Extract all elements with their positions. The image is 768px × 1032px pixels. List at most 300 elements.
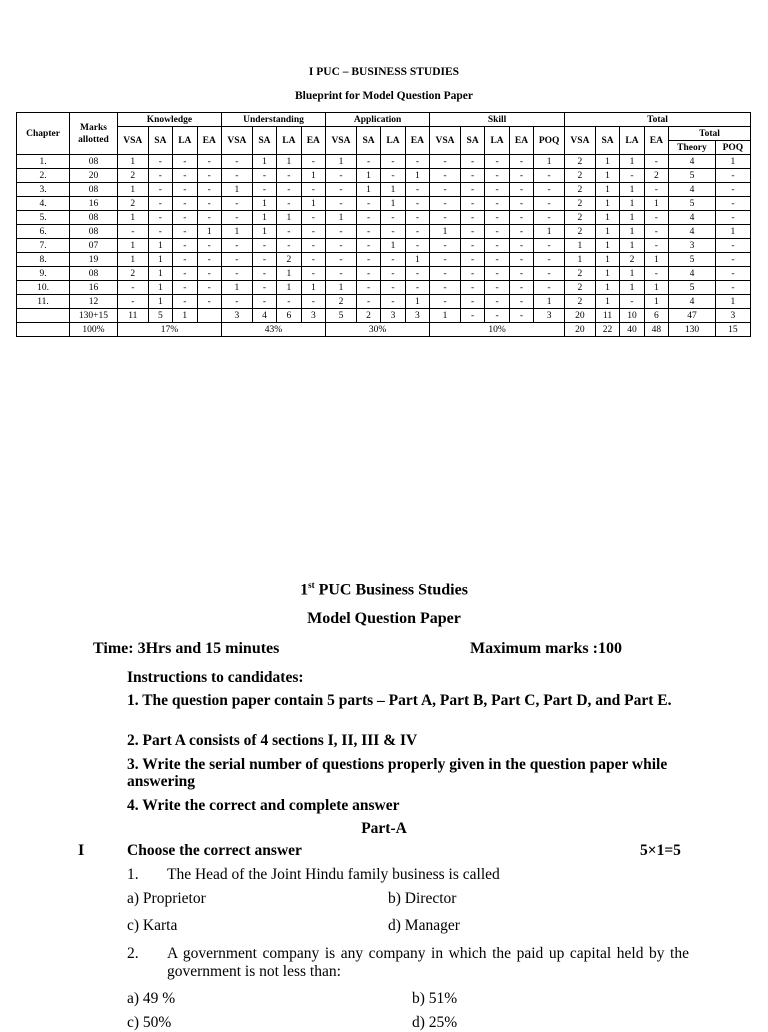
table-cell: 4.: [17, 197, 70, 211]
table-cell: -: [430, 267, 461, 281]
table-cell: -: [221, 169, 252, 183]
table-cell: -: [485, 183, 509, 197]
header-application: Application: [326, 113, 430, 127]
table-cell: -: [534, 267, 565, 281]
table-cell: -: [644, 183, 668, 197]
option-b: b) Director: [388, 890, 457, 907]
table-cell: 12: [70, 295, 118, 309]
table-cell: -: [197, 295, 221, 309]
table-cell: 43%: [221, 323, 325, 337]
table-cell: -: [356, 267, 380, 281]
table-row-percent: [17, 323, 751, 337]
table-cell: 20: [70, 169, 118, 183]
table-cell: 4: [669, 295, 716, 309]
table-row: [17, 169, 751, 183]
sub-header: SA: [148, 127, 172, 155]
sub-header: EA: [197, 127, 221, 155]
table-cell: -: [485, 281, 509, 295]
table-cell: -: [326, 197, 357, 211]
table-cell: 1: [534, 155, 565, 169]
table-cell: 1: [301, 281, 325, 295]
table-cell: 1: [301, 197, 325, 211]
table-cell: 1: [381, 197, 405, 211]
sub-header-poq: POQ: [715, 141, 750, 155]
table-cell: -: [381, 253, 405, 267]
table-cell: 1: [595, 281, 619, 295]
table-cell: -: [534, 183, 565, 197]
table-cell: -: [509, 295, 533, 309]
table-cell: 1: [173, 309, 197, 323]
table-cell: 2: [117, 267, 148, 281]
table-cell: 6: [644, 309, 668, 323]
table-cell: -: [326, 183, 357, 197]
table-cell: -: [430, 169, 461, 183]
table-cell: -: [173, 281, 197, 295]
table-cell: -: [509, 225, 533, 239]
table-cell: -: [534, 239, 565, 253]
section-title: Choose the correct answer: [127, 842, 302, 859]
table-cell: 1: [326, 211, 357, 225]
table-cell: -: [148, 183, 172, 197]
table-cell: 1: [595, 225, 619, 239]
table-row: [17, 295, 751, 309]
table-cell: 1: [356, 169, 380, 183]
table-cell: -: [148, 225, 172, 239]
time-label: Time: 3Hrs and 15 minutes: [93, 640, 280, 657]
table-cell: -: [326, 253, 357, 267]
table-cell: -: [252, 183, 276, 197]
table-cell: 08: [70, 225, 118, 239]
table-cell: -: [485, 295, 509, 309]
table-cell: 1: [715, 155, 750, 169]
page-subtitle: Blueprint for Model Question Paper: [294, 90, 474, 102]
table-cell: 1: [430, 225, 461, 239]
table-cell: -: [197, 211, 221, 225]
table-cell: 20: [565, 323, 596, 337]
table-cell: 16: [70, 197, 118, 211]
table-cell: 1: [595, 253, 619, 267]
table-cell: 11.: [17, 295, 70, 309]
table-cell: -: [430, 253, 461, 267]
table-cell: 19: [70, 253, 118, 267]
table-cell: 11: [595, 309, 619, 323]
table-cell: -: [221, 253, 252, 267]
table-cell: 1: [148, 281, 172, 295]
table-cell: 2: [277, 253, 301, 267]
table-cell: -: [644, 211, 668, 225]
table-cell: -: [715, 253, 750, 267]
table-cell: -: [301, 211, 325, 225]
table-cell: 1: [620, 183, 644, 197]
table-cell: -: [620, 169, 644, 183]
table-cell: 08: [70, 183, 118, 197]
table-cell: 1: [620, 225, 644, 239]
table-cell: -: [356, 281, 380, 295]
table-cell: 3: [381, 309, 405, 323]
table-cell: -: [485, 211, 509, 225]
table-cell: 17%: [117, 323, 221, 337]
table-cell: 1: [326, 155, 357, 169]
table-cell: 16: [70, 281, 118, 295]
table-cell: -: [644, 155, 668, 169]
table-cell: 1: [595, 239, 619, 253]
table-cell: 1: [565, 253, 596, 267]
table-cell: 1: [301, 169, 325, 183]
table-cell: -: [221, 155, 252, 169]
table-row: [17, 197, 751, 211]
table-cell: 1: [381, 183, 405, 197]
table-cell: -: [430, 295, 461, 309]
table-cell: -: [460, 183, 484, 197]
table-cell: -: [485, 197, 509, 211]
table-cell: 6: [277, 309, 301, 323]
sub-header: LA: [277, 127, 301, 155]
table-cell: -: [301, 239, 325, 253]
table-cell: -: [197, 267, 221, 281]
sub-header: SA: [595, 127, 619, 155]
table-cell: 1: [117, 253, 148, 267]
table-cell: 4: [669, 225, 716, 239]
table-cell: -: [117, 225, 148, 239]
table-cell: -: [509, 155, 533, 169]
table-cell: 15: [715, 323, 750, 337]
table-cell: 1: [565, 239, 596, 253]
table-cell: 48: [644, 323, 668, 337]
table-cell: -: [460, 211, 484, 225]
table-row: [17, 253, 751, 267]
page-title: I PUC – BUSINESS STUDIES: [308, 66, 460, 78]
header-understanding: Understanding: [221, 113, 325, 127]
table-cell: 10%: [430, 323, 565, 337]
option-d: d) Manager: [388, 917, 460, 934]
table-cell: 08: [70, 155, 118, 169]
table-cell: 4: [252, 309, 276, 323]
table-cell: 1: [221, 183, 252, 197]
table-cell: 1: [277, 267, 301, 281]
table-cell: 1: [326, 281, 357, 295]
table-cell: -: [509, 183, 533, 197]
table-cell: -: [252, 239, 276, 253]
table-cell: 1: [405, 253, 429, 267]
table-cell: -: [173, 267, 197, 281]
table-cell: 1: [252, 155, 276, 169]
sub-header-theory: Theory: [669, 141, 716, 155]
sub-header: EA: [301, 127, 325, 155]
table-cell: 130+15: [70, 309, 118, 323]
table-row: [17, 309, 751, 323]
table-cell: 1: [405, 295, 429, 309]
table-cell: 1: [595, 211, 619, 225]
sub-header: SA: [460, 127, 484, 155]
table-cell: -: [485, 169, 509, 183]
table-cell: -: [485, 309, 509, 323]
table-cell: -: [277, 183, 301, 197]
table-cell: 1: [595, 183, 619, 197]
table-cell: -: [252, 281, 276, 295]
table-cell: 1: [252, 225, 276, 239]
sub-header: VSA: [430, 127, 461, 155]
sub-header: LA: [620, 127, 644, 155]
section-number: I: [78, 842, 85, 859]
table-cell: 4: [669, 183, 716, 197]
table-cell: -: [356, 197, 380, 211]
sub-header: SA: [252, 127, 276, 155]
table-cell: -: [117, 281, 148, 295]
option-c: c) Karta: [127, 917, 178, 934]
table-cell: -: [277, 295, 301, 309]
table-cell: -: [173, 169, 197, 183]
table-cell: -: [405, 183, 429, 197]
table-cell: 10.: [17, 281, 70, 295]
table-cell: -: [356, 239, 380, 253]
table-cell: 1: [405, 169, 429, 183]
sub-header: SA: [356, 127, 380, 155]
instruction-item: 4. Write the correct and complete answer: [127, 797, 400, 814]
table-cell: -: [460, 309, 484, 323]
table-cell: -: [381, 225, 405, 239]
table-cell: -: [430, 211, 461, 225]
table-cell: -: [644, 239, 668, 253]
table-cell: 1: [381, 239, 405, 253]
table-cell: -: [221, 267, 252, 281]
table-cell: -: [405, 197, 429, 211]
table-cell: 1: [644, 295, 668, 309]
max-marks-label: Maximum marks :100: [470, 640, 622, 657]
table-cell: -: [148, 155, 172, 169]
table-cell: -: [173, 253, 197, 267]
table-row: [17, 281, 751, 295]
table-cell: -: [252, 267, 276, 281]
table-cell: 1: [534, 225, 565, 239]
table-cell: -: [460, 225, 484, 239]
instruction-item: 2. Part A consists of 4 sections I, II, III & IV: [127, 732, 418, 749]
table-cell: -: [405, 225, 429, 239]
table-cell: -: [356, 295, 380, 309]
question-text: The Head of the Joint Hindu family business is called: [167, 866, 500, 883]
table-cell: 1: [595, 169, 619, 183]
table-cell: -: [509, 239, 533, 253]
table-cell: -: [221, 239, 252, 253]
table-cell: 1: [277, 281, 301, 295]
table-cell: -: [534, 253, 565, 267]
sub-header: POQ: [534, 127, 565, 155]
table-cell: [17, 309, 70, 323]
sub-header: VSA: [117, 127, 148, 155]
table-cell: -: [221, 295, 252, 309]
table-cell: -: [381, 295, 405, 309]
table-cell: 2: [620, 253, 644, 267]
table-cell: 1: [595, 267, 619, 281]
table-cell: 20: [565, 309, 596, 323]
table-cell: -: [197, 183, 221, 197]
table-cell: 2: [565, 197, 596, 211]
sub-header-total: Total: [669, 127, 751, 141]
table-cell: 4: [669, 267, 716, 281]
table-cell: -: [381, 281, 405, 295]
table-cell: -: [197, 239, 221, 253]
table-cell: 1: [148, 239, 172, 253]
table-cell: -: [173, 155, 197, 169]
table-cell: -: [356, 253, 380, 267]
table-cell: -: [509, 211, 533, 225]
table-cell: -: [148, 197, 172, 211]
table-cell: -: [485, 253, 509, 267]
table-cell: -: [197, 169, 221, 183]
table-cell: 9.: [17, 267, 70, 281]
sub-header: LA: [173, 127, 197, 155]
table-row: [17, 155, 751, 169]
table-cell: 40: [620, 323, 644, 337]
table-row: [17, 183, 751, 197]
question-text: A government company is any company in which the paid up capital held by the government is not less than:: [167, 945, 689, 980]
table-cell: -: [715, 183, 750, 197]
option-c: c) 50%: [127, 1014, 172, 1031]
paper-title: 1st PUC Business Studies: [300, 580, 468, 599]
header-total: Total: [565, 113, 751, 127]
table-cell: 10: [620, 309, 644, 323]
table-cell: -: [301, 183, 325, 197]
table-cell: -: [460, 239, 484, 253]
table-cell: 2: [565, 155, 596, 169]
table-cell: 22: [595, 323, 619, 337]
table-cell: -: [148, 211, 172, 225]
table-cell: -: [173, 197, 197, 211]
table-cell: 3: [405, 309, 429, 323]
table-cell: -: [534, 197, 565, 211]
table-cell: -: [460, 267, 484, 281]
table-cell: -: [405, 239, 429, 253]
table-cell: -: [301, 295, 325, 309]
table-cell: -: [197, 197, 221, 211]
table-cell: 130: [669, 323, 716, 337]
table-cell: 1: [595, 295, 619, 309]
table-cell: 1: [644, 253, 668, 267]
table-cell: 3: [534, 309, 565, 323]
table-cell: -: [644, 225, 668, 239]
table-cell: 2: [326, 295, 357, 309]
sub-header: EA: [405, 127, 429, 155]
table-cell: -: [381, 211, 405, 225]
table-cell: -: [148, 169, 172, 183]
table-cell: 1: [221, 225, 252, 239]
table-cell: 2: [356, 309, 380, 323]
table-cell: -: [356, 155, 380, 169]
table-cell: -: [356, 225, 380, 239]
table-cell: 47: [669, 309, 716, 323]
instructions-heading: Instructions to candidates:: [127, 669, 304, 686]
table-cell: 11: [117, 309, 148, 323]
table-cell: 3: [301, 309, 325, 323]
table-cell: 2: [565, 267, 596, 281]
table-cell: 5: [669, 281, 716, 295]
table-cell: -: [277, 225, 301, 239]
sub-header: EA: [644, 127, 668, 155]
table-cell: 1: [620, 267, 644, 281]
table-cell: 2: [565, 183, 596, 197]
table-cell: 1: [430, 309, 461, 323]
table-cell: 2: [117, 169, 148, 183]
table-cell: 5: [669, 197, 716, 211]
table-cell: -: [430, 281, 461, 295]
table-cell: 1: [620, 239, 644, 253]
table-cell: -: [252, 295, 276, 309]
table-cell: -: [534, 169, 565, 183]
table-cell: -: [381, 267, 405, 281]
table-cell: -: [326, 225, 357, 239]
header-knowledge: Knowledge: [117, 113, 221, 127]
table-cell: 2.: [17, 169, 70, 183]
table-cell: -: [430, 183, 461, 197]
table-cell: [197, 309, 221, 323]
table-cell: 7.: [17, 239, 70, 253]
table-cell: -: [405, 267, 429, 281]
table-cell: 3: [221, 309, 252, 323]
table-cell: -: [430, 155, 461, 169]
table-cell: -: [715, 197, 750, 211]
table-cell: 6.: [17, 225, 70, 239]
table-cell: 5: [669, 253, 716, 267]
table-cell: 3.: [17, 183, 70, 197]
table-cell: 1: [620, 155, 644, 169]
table-cell: 4: [669, 211, 716, 225]
table-cell: -: [485, 155, 509, 169]
table-cell: 1: [715, 225, 750, 239]
table-cell: -: [460, 155, 484, 169]
table-cell: 1: [117, 239, 148, 253]
table-cell: -: [509, 309, 533, 323]
table-cell: -: [460, 197, 484, 211]
table-cell: -: [715, 239, 750, 253]
table-cell: -: [381, 155, 405, 169]
table-cell: -: [485, 267, 509, 281]
table-cell: -: [173, 183, 197, 197]
table-cell: -: [326, 239, 357, 253]
table-cell: -: [485, 239, 509, 253]
sub-header: LA: [381, 127, 405, 155]
table-cell: -: [301, 225, 325, 239]
table-cell: 2: [565, 211, 596, 225]
table-cell: -: [430, 197, 461, 211]
table-cell: 2: [565, 281, 596, 295]
table-cell: 08: [70, 211, 118, 225]
sub-header: LA: [485, 127, 509, 155]
table-cell: 5.: [17, 211, 70, 225]
table-cell: -: [509, 197, 533, 211]
table-cell: -: [252, 253, 276, 267]
table-cell: -: [326, 169, 357, 183]
header-marks: Marks allotted: [70, 113, 118, 155]
table-cell: 1: [595, 197, 619, 211]
table-cell: 1: [715, 295, 750, 309]
table-cell: 1: [117, 155, 148, 169]
table-cell: 1: [148, 295, 172, 309]
blueprint-table: [16, 112, 751, 337]
table-cell: -: [534, 211, 565, 225]
question-number: 1.: [127, 866, 139, 883]
table-cell: -: [430, 239, 461, 253]
table-cell: 8.: [17, 253, 70, 267]
table-cell: -: [173, 225, 197, 239]
header-chapter: Chapter: [17, 113, 70, 155]
table-cell: 07: [70, 239, 118, 253]
table-cell: 1: [277, 211, 301, 225]
sub-header: VSA: [565, 127, 596, 155]
instruction-item: 3. Write the serial number of questions properly given in the question paper while answering: [127, 756, 668, 790]
question-number: 2.: [127, 945, 139, 962]
table-cell: -: [534, 281, 565, 295]
table-cell: 1: [252, 211, 276, 225]
option-d: d) 25%: [412, 1014, 458, 1031]
